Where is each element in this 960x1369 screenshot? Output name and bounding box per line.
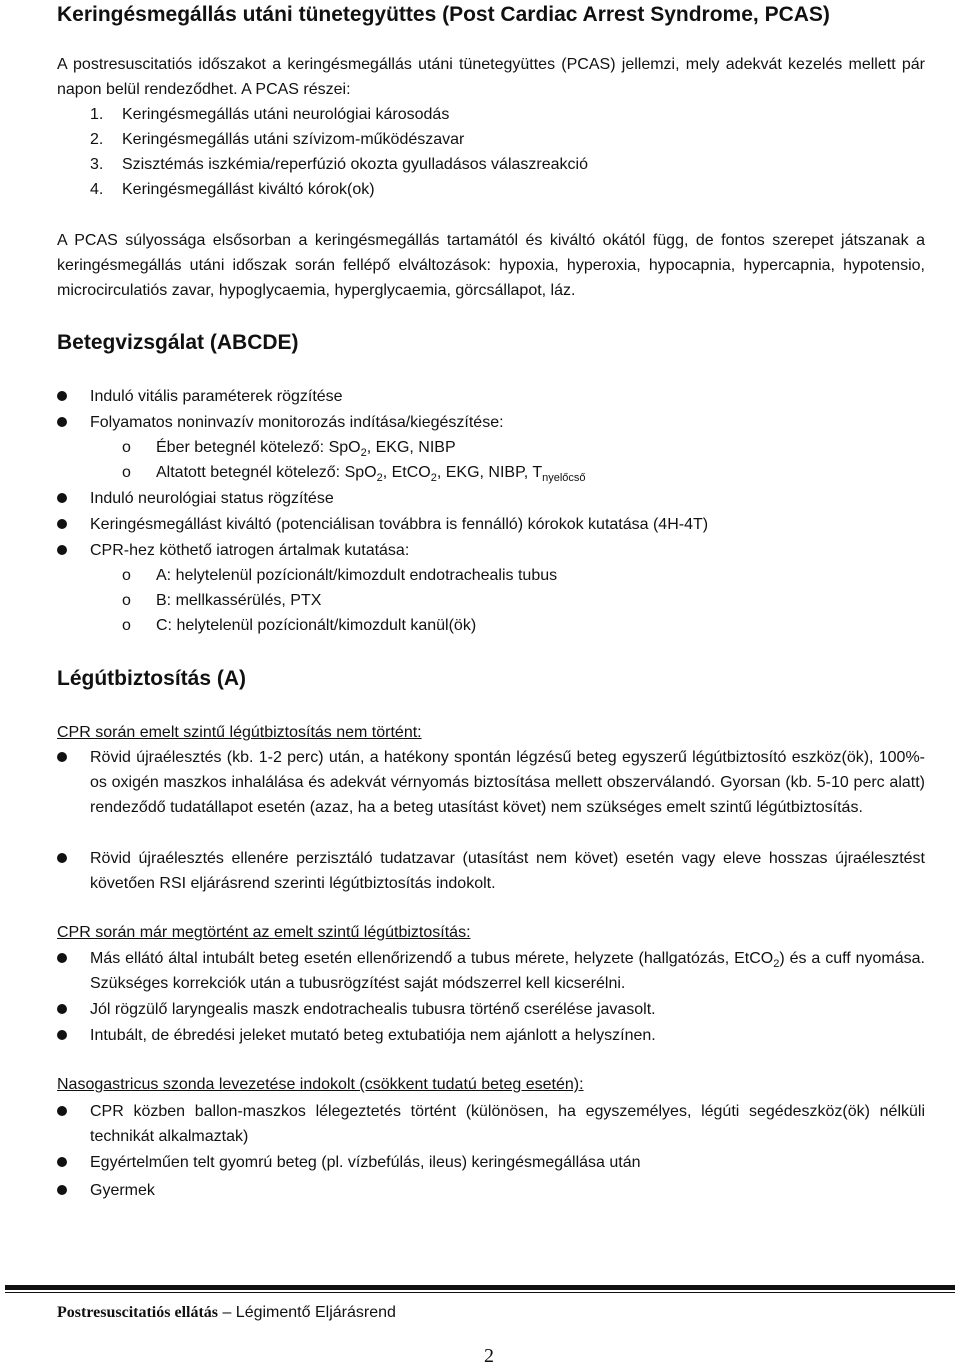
bullet-icon (57, 853, 67, 863)
list-item: Keringésmegállást kiváltó kórok(ok) (122, 181, 375, 198)
footer-text: Postresuscitatiós ellátás – Légimentő Eljárásrend (57, 1304, 396, 1321)
list-subitem: Éber betegnél kötelező: SpO$_2$, EKG, NIBP (156, 439, 456, 460)
list-item: Gyermek (90, 1182, 155, 1199)
bullet-icon (57, 1004, 67, 1014)
intro-paragraph: A postresuscitatiós időszakot a keringésmegállás utáni tünetegyüttes (PCAS) jellemzi, mely adekvát kezelés mellett pár napon belül rendeződhet. A PCAS részei: (57, 56, 925, 98)
list-number: 2. (90, 131, 104, 148)
severity-paragraph: A PCAS súlyossága elsősorban a keringésmegállás tartamától és kiváltó okától függ, de fontos szerepet játszanak a keringésmegállás utáni időszak során fellépő elváltozások: hypoxia, hyperoxia, hypocapnia, hypercapnia, hypotensio, microcirculatiós zavar, hypoglycaemia, hyperglycaemia, görcsállapot, láz. (57, 232, 925, 299)
list-number: 1. (90, 106, 104, 123)
list-item: Szisztémás iszkémia/reperfúzió okozta gyulladásos válaszreakció (122, 156, 588, 173)
list-item: Intubált, de ébredési jeleket mutató beteg extubatiója nem ajánlott a helyszínen. (90, 1027, 656, 1044)
list-item: Rövid újraélesztés (kb. 1-2 perc) után, a hatékony spontán légzésű beteg egyszerű légútbiztosító eszköz(ök), 100%-os oxigén maszkos inhalálása és adekvát vérnyomás biztosítása mellett obszerválandó. Gyorsan (kb. 5-10 perc alatt) rendeződő tudatállapot esetén (azaz, ha a beteg utasítást követ) nem szükséges emelt szintű légútbiztosítás. (90, 749, 925, 816)
list-number: 3. (90, 156, 104, 173)
footer-divider-thin (5, 1292, 955, 1293)
list-item: CPR közben ballon-maszkos lélegeztetés történt (különösen, ha egyszemélyes, légúti segédeszköz(ök) nélküli technikát alkalmaztak) (90, 1103, 925, 1145)
sub-bullet-marker: o (122, 567, 131, 584)
list-item: Folyamatos noninvazív monitorozás indítása/kiegészítése: (90, 414, 504, 431)
subheading-nasogastric: Nasogastricus szonda levezetése indokolt (csökkent tudatú beteg esetén): (57, 1076, 584, 1093)
bullet-icon (57, 391, 67, 401)
list-item: Más ellátó által intubált beteg esetén ellenőrizendő a tubus mérete, helyzete (hallgatózás, EtCO$_2$) és a cuff nyomása. Szükséges korrekciók után a tubusrögzítést saját módszerrel kell kicserélni. (90, 950, 926, 992)
section-heading-airway: Légútbiztosítás (A) (57, 667, 246, 690)
sub-bullet-marker: o (122, 617, 131, 634)
bullet-icon (57, 1030, 67, 1040)
list-subitem: A: helytelenül pozícionált/kimozdult endotrachealis tubus (156, 567, 558, 584)
list-item: Induló neurológiai status rögzítése (90, 490, 334, 507)
bullet-icon (57, 1157, 67, 1167)
list-item: Egyértelműen telt gyomrú beteg (pl. vízbefúlás, ileus) keringésmegállása után (90, 1154, 641, 1171)
list-subitem: B: mellkassérülés, PTX (156, 592, 322, 609)
bullet-icon (57, 493, 67, 503)
list-item: CPR-hez köthető iatrogen ártalmak kutatása: (90, 542, 410, 559)
bullet-icon (57, 752, 67, 762)
bullet-icon (57, 417, 67, 427)
list-item: Jól rögzülő laryngealis maszk endotrachealis tubusra történő cserélése javasolt. (90, 1001, 656, 1018)
subheading-advanced-airway-done: CPR során már megtörtént az emelt szintű légútbiztosítás: (57, 924, 471, 941)
list-item: Rövid újraélesztés ellenére perzisztáló tudatzavar (utasítást nem követ) esetén vagy eleve hosszas újraélesztést követően RSI eljárásrend szerinti légútbiztosítás indokolt. (90, 850, 925, 892)
list-number: 4. (90, 181, 104, 198)
bullet-icon (57, 1185, 67, 1195)
sub-bullet-marker: o (122, 592, 131, 609)
bullet-icon (57, 953, 67, 963)
list-item: Keringésmegállás utáni neurológiai károsodás (122, 106, 450, 123)
sub-bullet-marker: o (122, 439, 131, 456)
bullet-icon (57, 1106, 67, 1116)
bullet-icon (57, 519, 67, 529)
list-subitem: C: helytelenül pozícionált/kimozdult kanül(ök) (156, 617, 477, 634)
subheading-no-advanced-airway: CPR során emelt szintű légútbiztosítás nem történt: (57, 724, 422, 741)
page-number: 2 (484, 1345, 494, 1367)
list-subitem: Altatott betegnél kötelező: SpO$_2$, EtCO$_2$, EKG, NIBP, $T_{nyelőcső}$ (156, 464, 586, 485)
list-item: Keringésmegállás utáni szívizom-működészavar (122, 131, 465, 148)
list-item: Induló vitális paraméterek rögzítése (90, 388, 343, 405)
list-item: Keringésmegállást kiváltó (potenciálisan továbbra is fennálló) kórokok kutatása (4H-4T) (90, 516, 709, 533)
bullet-icon (57, 545, 67, 555)
page-title: Keringésmegállás utáni tünetegyüttes (Post Cardiac Arrest Syndrome, PCAS) (57, 3, 830, 26)
section-heading-abcde: Betegvizsgálat (ABCDE) (57, 331, 299, 354)
footer-divider (5, 1285, 955, 1290)
sub-bullet-marker: o (122, 464, 131, 481)
